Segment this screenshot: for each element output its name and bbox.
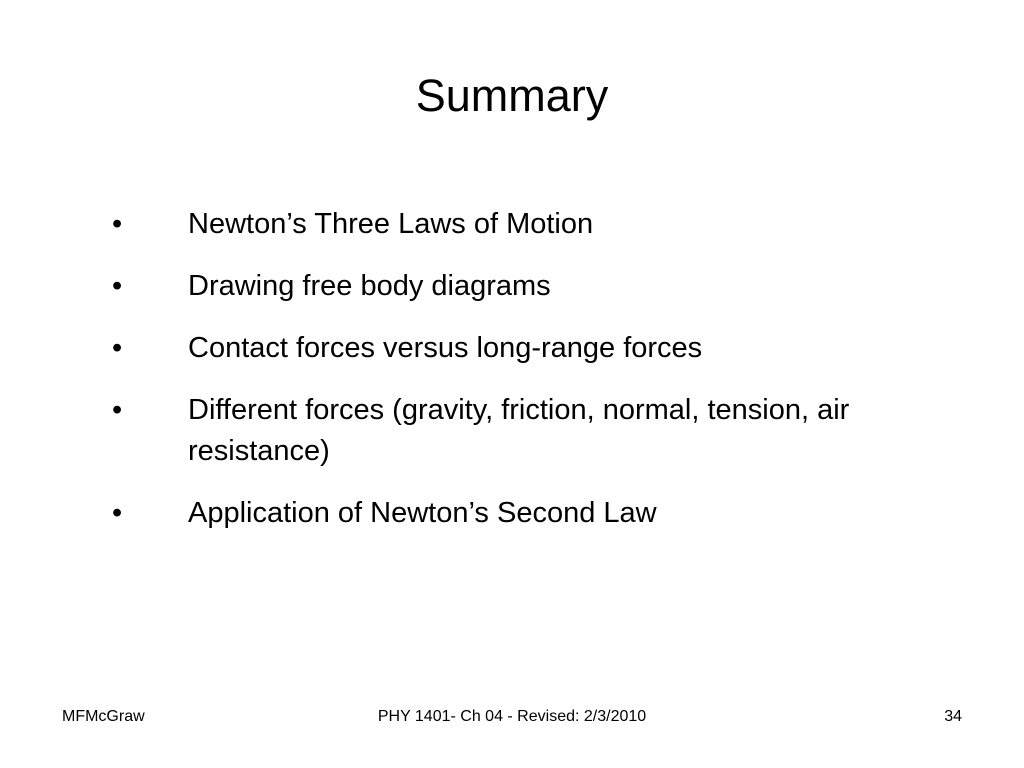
bullet-text: Drawing free body diagrams	[188, 270, 551, 302]
slide-title: Summary	[415, 70, 609, 121]
footer-course-info: PHY 1401- Ch 04 - Revised: 2/3/2010	[377, 708, 647, 725]
bullet-icon: •	[112, 208, 123, 240]
bullet-list	[112, 204, 952, 555]
bullet-text: Contact forces versus long-range forces	[188, 332, 703, 364]
bullet-item	[112, 266, 952, 307]
bullet-text: Different forces (gravity, friction, normal, tension, air resistance)	[188, 394, 850, 467]
bullet-item	[112, 390, 952, 472]
slide-number: 34	[944, 708, 962, 725]
bullet-icon: •	[112, 394, 123, 426]
bullet-text: Application of Newton’s Second Law	[188, 497, 657, 529]
bullet-item	[112, 204, 952, 245]
bullet-icon: •	[112, 270, 123, 302]
bullet-text: Newton’s Three Laws of Motion	[188, 208, 594, 240]
bullet-icon: •	[112, 497, 123, 529]
footer-author: MFMcGraw	[62, 708, 145, 725]
bullet-icon: •	[112, 332, 123, 364]
bullet-item	[112, 328, 952, 369]
bullet-item	[112, 493, 952, 534]
